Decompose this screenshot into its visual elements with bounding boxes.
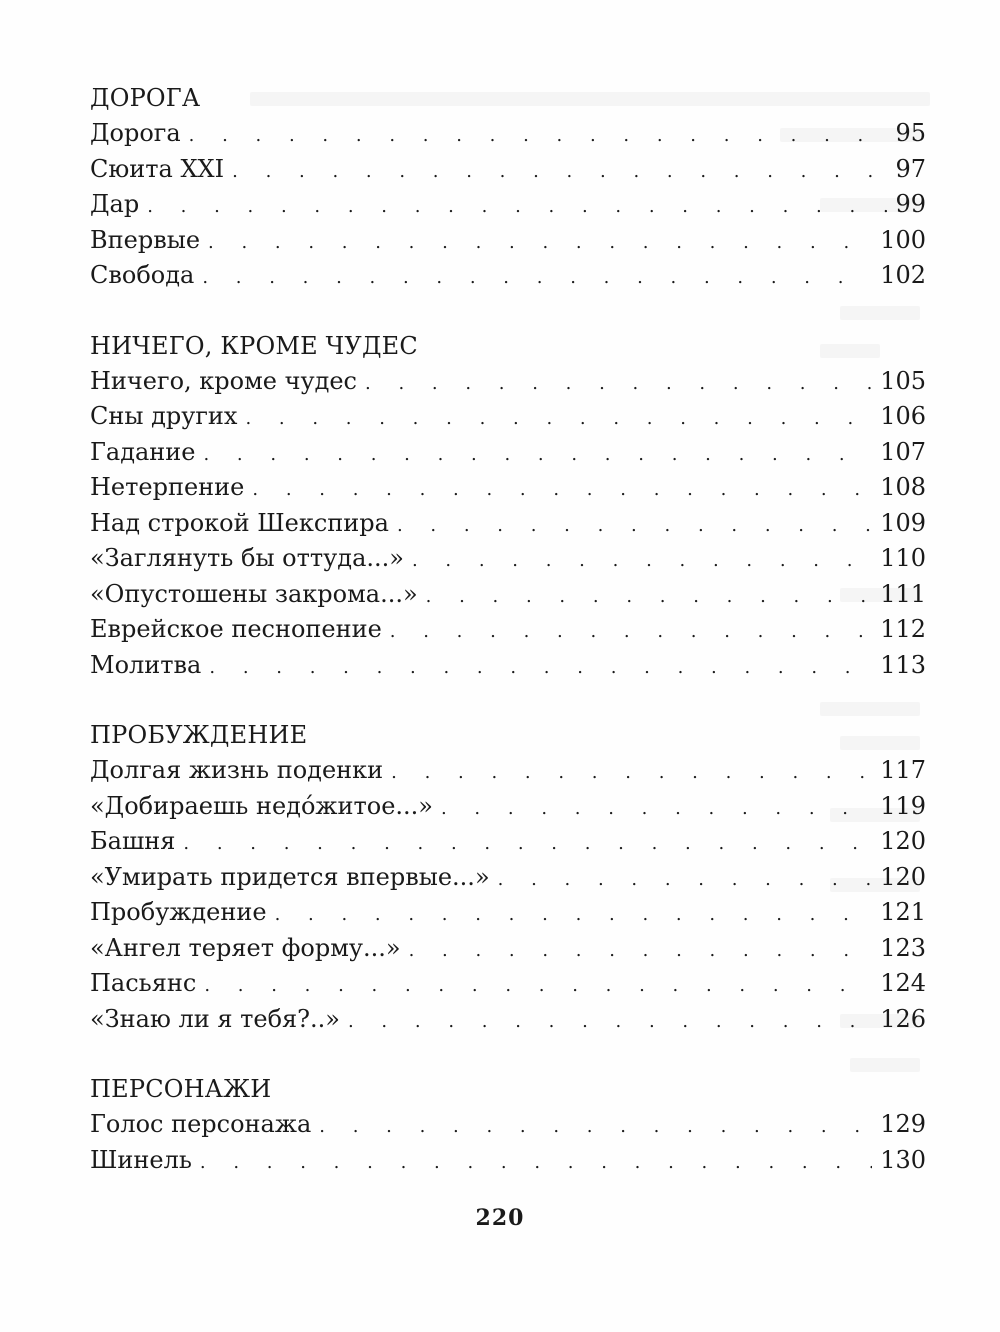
dot-leader	[252, 472, 872, 508]
toc-entry[interactable]	[90, 364, 926, 400]
dot-leader	[441, 791, 872, 827]
dot-leader	[232, 154, 887, 190]
dot-leader	[203, 437, 872, 473]
entry-page-number: 105	[880, 366, 926, 395]
entry-title: Над строкой Шекспира	[90, 508, 389, 537]
toc-entry[interactable]	[90, 470, 926, 506]
section-title: ДОРОГА	[90, 84, 201, 112]
entry-page-number: 119	[880, 791, 926, 820]
dot-leader	[200, 1145, 872, 1181]
entry-title: Сны других	[90, 402, 238, 430]
toc-entry[interactable]	[90, 258, 926, 294]
entry-page-number: 129	[880, 1110, 926, 1138]
entry-title: Дорога	[90, 119, 181, 147]
entry-title: «Добираешь недóжитое...»	[90, 791, 433, 820]
entry-page-number: 117	[880, 756, 926, 784]
entry-title: «Заглянуть бы оттуда...»	[90, 544, 404, 572]
entry-title: Шинель	[90, 1145, 192, 1174]
toc-entry[interactable]	[90, 1002, 926, 1038]
entry-page-number: 107	[880, 437, 926, 466]
entry-title: Впервые	[90, 225, 201, 254]
dot-leader	[245, 401, 872, 437]
dot-leader	[202, 260, 872, 296]
toc-entry[interactable]	[90, 399, 926, 435]
toc-entry[interactable]	[90, 824, 926, 860]
dot-leader	[391, 755, 872, 791]
entry-page-number: 99	[895, 190, 926, 218]
dot-leader	[209, 650, 872, 686]
entry-page-number: 109	[880, 508, 926, 537]
entry-page-number: 97	[895, 154, 926, 183]
dot-leader	[390, 614, 872, 650]
entry-title: Свобода	[90, 261, 195, 289]
entry-title: Гадание	[90, 437, 196, 466]
dot-leader	[365, 366, 872, 402]
entry-page-number: 106	[880, 402, 926, 430]
toc-entry[interactable]	[90, 187, 926, 223]
dot-leader	[275, 897, 873, 933]
toc-section-probuzhdenie	[90, 717, 926, 1037]
dot-leader	[319, 1109, 872, 1145]
entry-page-number: 95	[895, 119, 926, 147]
toc-entry[interactable]	[90, 931, 926, 967]
page-number: 220	[475, 1205, 525, 1231]
entry-page-number: 123	[880, 933, 926, 962]
entry-title: Сюита XXI	[90, 154, 225, 183]
dot-leader	[409, 933, 873, 969]
toc-entry[interactable]	[90, 223, 926, 259]
toc-entry[interactable]	[90, 648, 926, 684]
entry-page-number: 120	[880, 827, 926, 855]
dot-leader	[348, 1004, 872, 1040]
section-title: ПРОБУЖДЕНИЕ	[90, 721, 308, 749]
entry-page-number: 113	[880, 650, 926, 679]
entry-title: Молитва	[90, 650, 202, 679]
dot-leader	[426, 579, 873, 615]
entry-page-number: 110	[880, 544, 926, 572]
entry-title: Дар	[90, 190, 140, 218]
toc-entry[interactable]	[90, 152, 926, 188]
entry-title: «Умирать придется впервые...»	[90, 862, 490, 891]
table-of-contents	[90, 80, 926, 1212]
dot-leader	[204, 968, 872, 1004]
dot-leader	[189, 118, 888, 154]
entry-title: Еврейское песнопение	[90, 615, 382, 643]
dot-leader	[147, 189, 887, 225]
entry-page-number: 121	[880, 898, 926, 926]
entry-page-number: 102	[880, 261, 926, 289]
dot-leader	[183, 826, 872, 862]
toc-entry[interactable]	[90, 506, 926, 542]
toc-entry[interactable]	[90, 612, 926, 648]
entry-title: Пробуждение	[90, 898, 267, 926]
entry-page-number: 120	[880, 862, 926, 891]
toc-entry[interactable]	[90, 753, 926, 789]
entry-title: Башня	[90, 827, 176, 855]
entry-page-number: 124	[880, 969, 926, 997]
entry-page-number: 130	[880, 1145, 926, 1174]
entry-page-number: 126	[880, 1004, 926, 1033]
dot-leader	[498, 862, 873, 898]
toc-entry[interactable]	[90, 541, 926, 577]
toc-entry[interactable]	[90, 966, 926, 1002]
section-title: ПЕРСОНАЖИ	[90, 1075, 272, 1103]
toc-section-nichego-krome-chudes	[90, 328, 926, 684]
toc-entry[interactable]	[90, 577, 926, 613]
toc-section-personazhi	[90, 1071, 926, 1178]
entry-page-number: 100	[880, 225, 926, 254]
entry-page-number: 111	[880, 579, 926, 608]
toc-entry[interactable]	[90, 895, 926, 931]
entry-title: Пасьянс	[90, 969, 197, 997]
entry-title: «Знаю ли я тебя?..»	[90, 1004, 340, 1033]
entry-page-number: 112	[880, 615, 926, 643]
section-title: НИЧЕГО, КРОМЕ ЧУДЕС	[90, 331, 418, 360]
toc-entry[interactable]	[90, 116, 926, 152]
toc-entry[interactable]	[90, 435, 926, 471]
toc-entry[interactable]	[90, 789, 926, 825]
toc-entry[interactable]	[90, 1143, 926, 1179]
entry-page-number: 108	[880, 473, 926, 501]
entry-title: Долгая жизнь поденки	[90, 756, 384, 784]
dot-leader	[397, 508, 872, 544]
dot-leader	[412, 543, 872, 579]
entry-title: Ничего, кроме чудес	[90, 366, 357, 395]
toc-entry[interactable]	[90, 1107, 926, 1143]
entry-title: Голос персонажа	[90, 1110, 312, 1138]
toc-entry[interactable]	[90, 860, 926, 896]
dot-leader	[208, 225, 872, 261]
entry-title: Нетерпение	[90, 473, 245, 501]
toc-section-doroga	[90, 80, 926, 294]
entry-title: «Ангел теряет форму...»	[90, 933, 401, 962]
entry-title: «Опустошены закрома...»	[90, 579, 418, 608]
